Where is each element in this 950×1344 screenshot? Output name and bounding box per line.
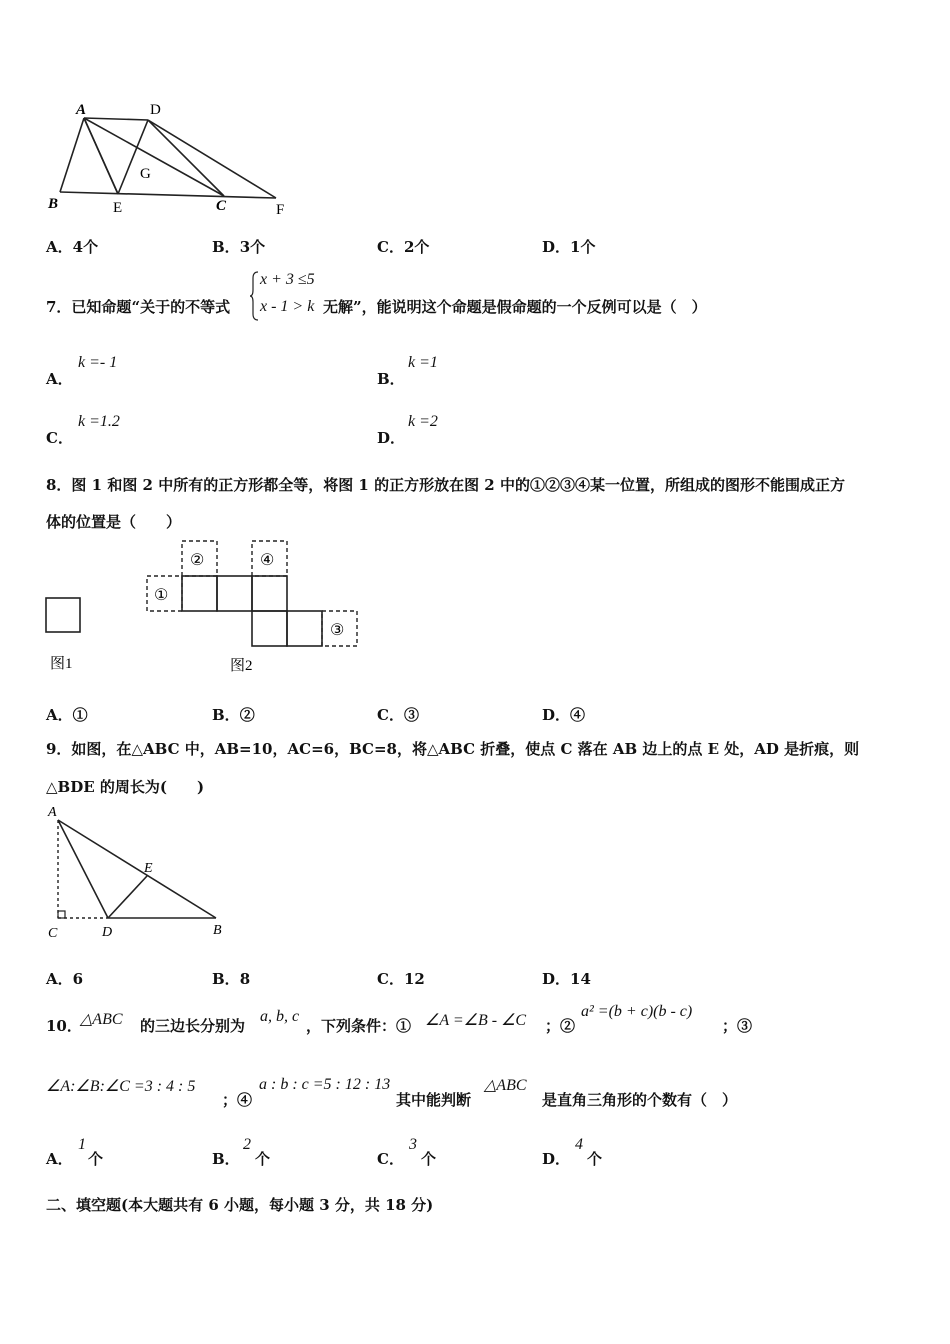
q7-option-d-math: k =2 xyxy=(408,413,438,430)
q10-text-1: 的三边长分别为 xyxy=(140,1017,246,1035)
q9-option-a[interactable]: A．6 xyxy=(46,970,84,988)
q10-option-d-num: 4 xyxy=(575,1136,583,1153)
q10-option-b-num: 2 xyxy=(243,1136,251,1153)
q10-condition-2: a² =(b + c)(b - c) xyxy=(581,1003,693,1020)
q9-option-d[interactable]: D．14 xyxy=(542,970,591,988)
q7-option-b[interactable]: B． xyxy=(377,370,405,388)
q6-option-c[interactable]: C．2个 xyxy=(377,238,430,256)
label-A: A xyxy=(76,102,87,118)
q7-option-d[interactable]: D． xyxy=(377,429,406,447)
q8-option-b[interactable]: B．② xyxy=(212,706,255,724)
q7-brace xyxy=(250,270,260,322)
q7-inequality-2: x - 1 > k xyxy=(260,298,315,315)
q10-option-c-num: 3 xyxy=(409,1136,417,1153)
label-E: E xyxy=(113,200,123,216)
q8-option-d[interactable]: D．④ xyxy=(542,706,586,724)
q10-triangle: △ABC xyxy=(80,1011,123,1028)
label-B: B xyxy=(48,196,59,212)
label-B: B xyxy=(213,923,222,938)
label-G: G xyxy=(140,166,151,182)
q9-option-c[interactable]: C．12 xyxy=(377,970,425,988)
section-2-heading: 二、填空题(本大题共有 6 小题，每小题 3 分，共 18 分) xyxy=(46,1196,434,1214)
q8-option-a[interactable]: A．① xyxy=(46,706,88,724)
q10-sides: a, b, c xyxy=(260,1008,300,1025)
q9-line-1: 9．如图，在△ABC 中，AB=10，AC=6，BC=8，将△ABC 折叠，使点 C 落在 AB 边上的点 E 处，AD 是折痕，则 xyxy=(46,740,860,758)
q10-option-a-num: 1 xyxy=(78,1136,86,1153)
fig2-label: 图2 xyxy=(230,658,253,674)
q7-inequality-1: x + 3 ≤5 xyxy=(260,271,315,288)
q10-option-b-unit: 个 xyxy=(255,1150,271,1168)
fig1-label: 图1 xyxy=(50,656,73,672)
q10-option-c-unit: 个 xyxy=(421,1150,437,1168)
q10-condition-3: ∠A:∠B:∠C =3 : 4 : 5 xyxy=(46,1078,196,1095)
q10-text-5: ；④ xyxy=(222,1091,253,1109)
q10-condition-1: ∠A =∠B - ∠C xyxy=(425,1012,527,1029)
q8-figures xyxy=(40,538,370,678)
q6-option-b[interactable]: B．3个 xyxy=(212,238,266,256)
q10-triangle-2: △ABC xyxy=(484,1077,527,1094)
label-D: D xyxy=(150,102,161,118)
q10-option-b[interactable]: B． xyxy=(212,1150,240,1168)
label-D: D xyxy=(102,925,113,940)
label-C: C xyxy=(216,198,227,214)
q8-line-2: 体的位置是（ ） xyxy=(46,513,182,531)
q10-text-3: ；② xyxy=(545,1017,576,1035)
q7-option-a[interactable]: A． xyxy=(46,370,73,388)
label-F: F xyxy=(276,202,285,218)
q10-option-c[interactable]: C． xyxy=(377,1150,404,1168)
q10-condition-4: a : b : c =5 : 12 : 13 xyxy=(259,1076,391,1093)
q9-option-b[interactable]: B．8 xyxy=(212,970,251,988)
q7-option-c[interactable]: C． xyxy=(46,429,73,447)
q10-text-7: 是直角三角形的个数有（ ） xyxy=(542,1091,738,1109)
q10-option-d-unit: 个 xyxy=(587,1150,603,1168)
mark-1: ① xyxy=(154,587,169,604)
label-A: A xyxy=(48,805,57,820)
top-geometry-figure xyxy=(40,100,300,220)
q9-line-2: △BDE 的周长为( ) xyxy=(46,778,205,796)
q6-option-a[interactable]: A．4个 xyxy=(46,238,99,256)
q10-number: 10． xyxy=(46,1017,82,1035)
label-C: C xyxy=(48,926,58,941)
q10-text-6: 其中能判断 xyxy=(396,1091,472,1109)
q10-option-a[interactable]: A． xyxy=(46,1150,73,1168)
q10-option-a-unit: 个 xyxy=(88,1150,104,1168)
label-E: E xyxy=(144,861,153,876)
q10-text-4: ；③ xyxy=(722,1017,753,1035)
mark-3: ③ xyxy=(330,622,345,639)
mark-2: ② xyxy=(190,552,205,569)
q9-triangle-figure xyxy=(40,800,240,945)
q7-option-c-math: k =1.2 xyxy=(78,413,120,430)
q8-option-c[interactable]: C．③ xyxy=(377,706,419,724)
q7-option-b-math: k =1 xyxy=(408,354,438,371)
q7-prefix: 7．已知命题“关于的不等式 xyxy=(46,298,231,316)
q7-option-a-math: k =- 1 xyxy=(78,354,118,371)
q10-text-2: ，下列条件：① xyxy=(306,1017,412,1035)
q8-line-1: 8．图 1 和图 2 中所有的正方形都全等，将图 1 的正方形放在图 2 中的①②③④某一位置，所组成的图形不能围成正方 xyxy=(46,476,845,494)
q7-suffix: 无解”，能说明这个命题是假命题的一个反例可以是（ ） xyxy=(323,298,707,316)
q6-option-d[interactable]: D．1个 xyxy=(542,238,596,256)
q10-option-d[interactable]: D． xyxy=(542,1150,571,1168)
mark-4: ④ xyxy=(260,552,275,569)
